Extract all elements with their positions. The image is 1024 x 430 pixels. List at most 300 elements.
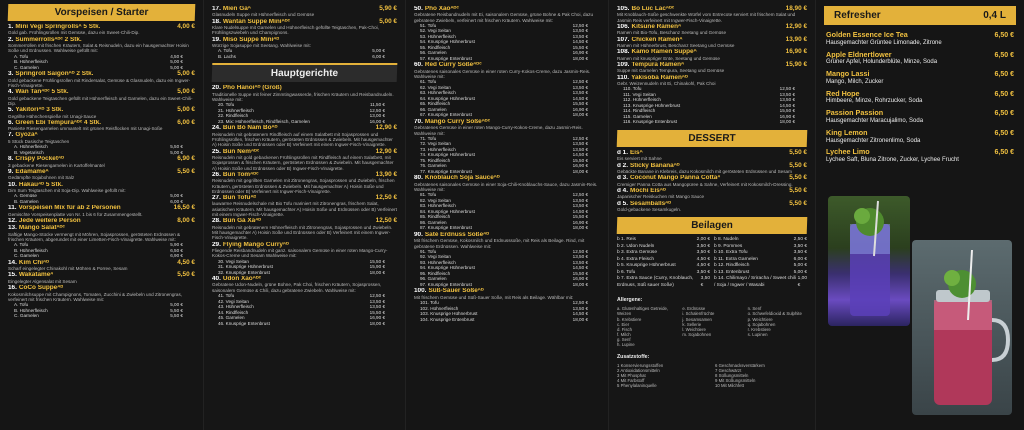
menu-item-name bbox=[212, 125, 278, 131]
menu-item-desc: Glasnudeln Suppe mit Hühnerfleisch und Gemüse bbox=[212, 12, 315, 18]
variant-name: 20. Tofu bbox=[218, 102, 235, 108]
menu-item-price: 16,50 € bbox=[173, 204, 195, 212]
menu-item-number: 107. bbox=[617, 36, 630, 43]
variant-price: 13,50 € bbox=[572, 197, 588, 203]
variant-name: 67. Knusprige Entenbrust bbox=[420, 112, 472, 118]
variant-name: B. Hühnerfleisch bbox=[14, 247, 48, 253]
variant-price: 13,50 € bbox=[572, 28, 588, 34]
menu-item-price: 5,50 € bbox=[177, 271, 195, 279]
variant-price: 16,90 € bbox=[572, 276, 588, 282]
variant-price: 16,90 € bbox=[572, 50, 588, 56]
variant-name: 91. Tofu bbox=[420, 248, 437, 254]
menu-item-name bbox=[414, 62, 482, 68]
variant-name: 22. Rindfleisch bbox=[218, 113, 249, 119]
variant-name: 95. Rindfleisch bbox=[420, 270, 451, 276]
menu-item-number: 19. bbox=[212, 36, 221, 43]
menu-item-number: 40. bbox=[212, 276, 221, 283]
menu-item bbox=[617, 201, 807, 213]
menu-item-name bbox=[8, 107, 63, 113]
variant-price: 5,00 € bbox=[170, 59, 183, 65]
variant-name: 97. Knusprige Entenbrust bbox=[420, 281, 472, 287]
variant-row bbox=[212, 270, 397, 276]
variant-name: 46. Knusprige Entenbrust bbox=[218, 320, 270, 326]
menu-item-desc: Gebäckte Banane in Klebreis, dazu Kokosmilch mit gerösteten Erdnüssen und Sesam bbox=[617, 169, 792, 174]
menu-item-desc: Cremiger Panna Cotta aus Mangopüree & Sahne, Verfeinert mit Kokosmilch-Dressing. bbox=[617, 181, 793, 187]
variant-price: 13,50 € bbox=[572, 203, 588, 209]
menu-item bbox=[617, 49, 807, 61]
variant-price: 13,50 € bbox=[572, 259, 588, 265]
drink-name: Mango Lassi bbox=[826, 70, 870, 79]
variant-price: 5,00 € bbox=[170, 64, 183, 70]
menu-item-number: 5. bbox=[8, 107, 14, 114]
side-price: 4,50 € bbox=[696, 256, 710, 262]
variant-price: 16,90 € bbox=[779, 113, 795, 119]
drink-row bbox=[826, 31, 1014, 40]
side-price: 5,00 € bbox=[793, 269, 807, 275]
drink-name: King Lemon bbox=[826, 128, 868, 137]
drink-price: 6,50 € bbox=[994, 51, 1014, 59]
variant-name: 57. Knusprige Entenbrust bbox=[420, 55, 472, 61]
side-name: b 3. Extra Gemüse bbox=[617, 250, 657, 256]
variant-price: 13,50 € bbox=[572, 33, 588, 39]
drink-row bbox=[826, 70, 1014, 79]
menu-item-number: 8. bbox=[8, 156, 14, 163]
variant-name: 101. Tofu bbox=[420, 300, 439, 306]
menu-item-desc: Gold gebackene Frühlingsrollen mit Rindersalat, Gemüse & Glasnudeln, dazu ein Ingwer-Fisch-Vinaigrette. bbox=[8, 77, 191, 88]
variant-name: 73. Hühnerfleisch bbox=[420, 146, 456, 152]
allergen-entry: f. Milch bbox=[617, 332, 631, 338]
column-starters bbox=[0, 0, 203, 430]
menu-item bbox=[414, 62, 600, 117]
menu-item bbox=[8, 132, 195, 155]
variant-name: 42. Vegi Seitan bbox=[218, 298, 249, 304]
allergen-entry: p. Weichtiere bbox=[747, 316, 773, 322]
variant-name: 104. Knusprige Entenbrust bbox=[420, 316, 475, 322]
menu-item-desc: Gebratenes saisonales Gemüse in einer roten Curry-Kokos-Creme, dazu Jasmin-Reis. Wahlweise mit: bbox=[414, 68, 591, 80]
menu-item bbox=[8, 225, 195, 258]
menu-item bbox=[8, 260, 195, 272]
menu-item bbox=[8, 169, 195, 181]
variant-price: 15,50 € bbox=[369, 309, 385, 315]
menu-item-title: Mango Salatᴬᴮᶜ bbox=[18, 225, 65, 232]
menu-item bbox=[212, 6, 397, 18]
drink-item bbox=[826, 90, 1014, 106]
variant-name: 113. Knusprige Hühnerbrust bbox=[623, 102, 681, 108]
drink-desc: Hausgemachter Maracujalimo, Soda bbox=[826, 118, 924, 124]
menu-item-price: 12,90 € bbox=[785, 22, 807, 30]
menu-item-number: 80. bbox=[414, 175, 423, 182]
menu-item-title: Pho Xaoᴬᴮᶜ bbox=[424, 6, 459, 12]
menu-item-number: 70. bbox=[414, 118, 423, 125]
variant-name: 82. Vegi Seitan bbox=[420, 197, 451, 203]
menu-item-title: Yakitoriᴬᴮ 3 Stk. bbox=[15, 107, 64, 114]
menu-item-title: Pho Hanoiᴬᴮ (Groß) bbox=[222, 85, 282, 92]
variant-name: 85. Rindfleisch bbox=[420, 214, 451, 220]
side-name: b 2. Udon Nudeln bbox=[617, 243, 655, 249]
menu-item-name bbox=[617, 175, 720, 181]
menu-item-number: 24. bbox=[212, 125, 221, 132]
menu-item-price: 15,90 € bbox=[785, 61, 807, 69]
variant-price: 12,50 € bbox=[572, 300, 588, 306]
additive-entry: 8 Süßungsmitteln bbox=[715, 373, 749, 379]
side-price: 6,00 € bbox=[793, 256, 807, 262]
column-ramen-dessert bbox=[608, 0, 815, 430]
variant-row bbox=[414, 112, 600, 118]
menu-item-desc: Reisnudeln mit gebratenem Hühnerfleisch mit Zitronengras, Sojasprossen und Zwiebeln. Mit hausgemachter A) Hoisin Soße und Erdnüssen oder B) Verfeinert mit einem Ingwer-Fisch-Vinaigrette. bbox=[212, 224, 393, 241]
drink-desc: Hausgemachter Zitronenlimo, Soda bbox=[826, 137, 921, 144]
variant-price: 13,50 € bbox=[779, 91, 795, 97]
blue-drink-icon bbox=[828, 196, 910, 326]
side-price: 3,50 € bbox=[696, 243, 710, 249]
menu-item bbox=[617, 175, 807, 187]
menu-item-desc: Gebratene Udon-Nudeln, grüne Bohne, Pak Choi, frischen Kräutern, Sojasprossen, saisonalem Gemüse & Chili, dazu gebratene Zwiebeln. Wahlweise mit: bbox=[212, 282, 382, 293]
variant-name: 44. Rindfleisch bbox=[218, 309, 249, 315]
menu-item-name bbox=[617, 49, 697, 55]
sides-left bbox=[617, 237, 710, 289]
drink-item bbox=[826, 109, 1014, 125]
menu-item-desc: Reisnudeln mit gegrillten Garnelen mit Zitronengras, Sojasprossen und Zwiebeln, frischen Kräutern, gerösteten Erdnüssen & Zwiebeln. Mit hausgemachter A) Hoisin Soße und Erdnüssen oder B) Verfeinert mit Ingwer-Fisch-Vinaigrette. bbox=[212, 178, 395, 194]
variant-name: 52. Vegi Seitan bbox=[420, 28, 451, 34]
drink-item bbox=[826, 51, 1014, 67]
variant-name: 93. Hühnerfleisch bbox=[420, 259, 456, 265]
allergen-cols bbox=[617, 306, 807, 347]
variant-price: 15,50 € bbox=[572, 270, 588, 276]
variant-name: 71. Tofu bbox=[420, 135, 437, 141]
variant-row bbox=[414, 225, 600, 231]
menu-item-row bbox=[8, 218, 195, 224]
dessert-list bbox=[617, 150, 807, 212]
variant-name: 81. Tofu bbox=[420, 192, 437, 198]
menu-item-name bbox=[414, 175, 500, 181]
variant-name: 111. Vegi Seitan bbox=[623, 91, 656, 97]
menu-item-price: 5,90 € bbox=[379, 5, 397, 12]
drink-desc: Hausgemachter Grüntee Limonade, Zitrone bbox=[826, 39, 942, 46]
menu-item-number: 6. bbox=[8, 119, 14, 126]
variant-name: 43. Hühnerfleisch bbox=[218, 304, 254, 309]
drink-name: Golden Essence Ice Tea bbox=[826, 31, 908, 39]
menu-item bbox=[212, 218, 397, 240]
menu-item-title: Vorspeisen Mix für ab 2 Personen bbox=[18, 205, 121, 212]
menu-item-title: Bun Tomᴬᴮᶜ bbox=[222, 171, 259, 178]
menu-item-desc: Ramen mit Bio-Tofu, Beschanz Seetang und Gemüse bbox=[617, 30, 727, 36]
menu-item-desc: Eingelegter Algensalat mit Sesam bbox=[8, 278, 77, 284]
drink-row bbox=[826, 51, 1014, 60]
menu-item-name bbox=[8, 285, 63, 291]
menu-item-title: Springroll Saigonᴬᴮ 2 Stk. bbox=[15, 71, 94, 78]
menu-item bbox=[8, 285, 195, 318]
menu-item-desc: Saftige Mango-Stücke vermengt mit Möhren, Sojasprossen, gerösteten Erdnüssen & frischen Kräutern, abgerundet mit einer Limetten-Fisch-Vinaigrette. Wahlweise mit: bbox=[8, 231, 181, 242]
drink-price: 6,50 € bbox=[994, 90, 1014, 98]
menu-item-price: 5,00 € bbox=[177, 70, 195, 78]
variant-name: C. Garnelen bbox=[14, 253, 39, 259]
menu-item-title: Kitsune Ramenᴬ bbox=[631, 23, 682, 30]
drink-row bbox=[826, 90, 1014, 99]
drink-photo-left bbox=[828, 196, 910, 326]
variant-price: 14,50 € bbox=[779, 102, 795, 108]
allergen-entry: l. Weichtiere bbox=[682, 326, 706, 332]
menu-item bbox=[617, 150, 807, 162]
menu-item-title: Chicken Ramenᴬ bbox=[631, 36, 683, 43]
menu-item-title: Sesamballsᴬᴮ bbox=[630, 200, 672, 207]
menu-item bbox=[212, 37, 397, 60]
additive-entry: 7 Geschwärzt bbox=[715, 367, 742, 373]
variant-name: 51. Tofu bbox=[420, 22, 437, 28]
side-name: b 13. Entenbrust bbox=[714, 269, 750, 275]
menu-item bbox=[212, 276, 397, 326]
variant-price: 15,50 € bbox=[572, 101, 588, 107]
variant-price: 5,50 € bbox=[170, 144, 183, 150]
menu-item-price: 5,00 € bbox=[177, 88, 195, 96]
menu-item bbox=[414, 175, 600, 230]
menu-item-title: CoCo Suppeᴬᴮ bbox=[18, 285, 64, 292]
variant-price: 16,90 € bbox=[369, 315, 385, 320]
drink-item bbox=[826, 129, 1014, 145]
variant-name: 83. Hühnerfleisch bbox=[420, 203, 456, 209]
variant-name: A. Gemüse bbox=[14, 193, 37, 199]
side-name: b 1. Reis bbox=[617, 237, 636, 243]
additive-col bbox=[617, 363, 709, 389]
variant-row bbox=[8, 65, 195, 71]
variant-price: 4,50 € bbox=[170, 53, 183, 59]
variant-row bbox=[8, 150, 195, 156]
menu-item-desc: Gold gebackene Teigtaschen gefüllt mit Hühnerfleisch und Garnelen, dazu ein Sweet-Chili-Dip. bbox=[8, 95, 193, 106]
menu-item bbox=[8, 182, 195, 205]
variant-price: 5,50 € bbox=[170, 307, 183, 313]
menu-item-title: Bun Tofuᴬᴮ bbox=[222, 195, 257, 202]
menu-item bbox=[8, 37, 195, 70]
side-name: b 8. Nudeln bbox=[714, 237, 739, 243]
variant-price: 15,50 € bbox=[779, 108, 795, 114]
menu-item-number: d 2. bbox=[617, 162, 629, 169]
menu-item-price: 13,90 € bbox=[785, 35, 807, 43]
variant-price: 18,00 € bbox=[369, 320, 385, 326]
menu-item-number: 110. bbox=[617, 74, 630, 81]
menu-item-number: 105. bbox=[617, 6, 630, 12]
drink-name: Red Hope bbox=[826, 89, 860, 98]
variant-name: 75. Rindfleisch bbox=[420, 157, 451, 163]
column-drinks bbox=[815, 0, 1024, 430]
variant-row bbox=[8, 313, 195, 319]
menu-item-number: 10. bbox=[8, 181, 17, 188]
menu-item-title: Knoblauch Soja Sauceᴬᴮ bbox=[424, 175, 500, 182]
variant-row bbox=[414, 56, 600, 62]
variant-name: 114. Rindfleisch bbox=[623, 108, 656, 114]
menu-item-number: 15. bbox=[8, 272, 17, 279]
variant-name: 30. Vegi Seitan bbox=[218, 258, 249, 264]
menu-item-title: Miso Suppe Miniᴬᴮ bbox=[222, 36, 280, 43]
allergen-col bbox=[748, 306, 807, 347]
menu-item-title: Mochi Eisᴬᴮ bbox=[630, 187, 666, 194]
menu-item-title: Mango Curry Soßeᴬᴮᶜ bbox=[424, 118, 491, 125]
menu-item-name bbox=[8, 71, 93, 77]
allergen-entry: h. Lupine bbox=[617, 342, 635, 348]
drink-row bbox=[826, 109, 1014, 118]
menu-item-title: Yakisoba Ramenᴬᴮ bbox=[631, 74, 688, 81]
side-row bbox=[714, 276, 807, 289]
drink-row bbox=[826, 129, 1014, 138]
menu-item-desc: Ramen mit Hühnerbrust, Beschanz Seetang und Gemüse bbox=[617, 43, 735, 49]
drink-price: 6,50 € bbox=[994, 110, 1014, 118]
side-price: 2,50 € bbox=[793, 237, 807, 243]
variant-name: B. Vegetarisch bbox=[14, 149, 44, 155]
variant-name: 66. Garnelen bbox=[420, 106, 447, 112]
variant-name: 74. Knusprige Hühnerbrust bbox=[420, 152, 475, 158]
variant-name: 64. Knusprige Hühnerbrust bbox=[420, 95, 475, 101]
menu-item-desc: Gebratenes Gemüse in einer roten Mango-Curry-Kokos-Creme, dazu Jasmin-Reis. Wahlweise mit: bbox=[414, 125, 583, 136]
variant-name: 32. Knusprige Entenbrust bbox=[218, 269, 270, 275]
variant-price: 14,50 € bbox=[572, 311, 588, 317]
variant-row bbox=[8, 253, 195, 259]
additives-cols bbox=[617, 363, 807, 389]
variant-name: 84. Knusprige Hühnerbrust bbox=[420, 208, 475, 214]
menu-item-title: Udon Xaoᴬᴮᶜ bbox=[222, 276, 262, 283]
menu-item bbox=[414, 288, 600, 322]
menu-item-number: d 4. bbox=[617, 187, 629, 194]
allergen-entry: g. Senf bbox=[617, 337, 631, 343]
variant-name: 54. Knusprige Hühnerbrust bbox=[420, 39, 475, 45]
menu-item bbox=[414, 119, 600, 174]
variant-price: 13,50 € bbox=[779, 97, 795, 103]
menu-item-number: 28. bbox=[212, 218, 221, 225]
variant-price: 18,00 € bbox=[779, 119, 795, 125]
menu-item bbox=[212, 125, 397, 147]
variant-price: 15,50 € bbox=[572, 157, 588, 163]
menu-item-price: 5,00 € bbox=[379, 17, 397, 25]
menu-item-desc: Suppe mit Garnelen Tempura, Seetang und Gemüse bbox=[617, 68, 725, 74]
menu-item bbox=[8, 205, 195, 217]
menu-item bbox=[8, 218, 195, 224]
menu-item-number: 17. bbox=[212, 6, 221, 12]
additive-entry: 9 Mit Süßungsmitteln bbox=[715, 378, 756, 384]
variant-price: 6,90 € bbox=[170, 253, 183, 259]
drink-photo-right bbox=[912, 240, 1012, 415]
menu-item-name bbox=[8, 182, 63, 188]
menu-item bbox=[8, 107, 195, 119]
menu-item-number: 26. bbox=[212, 171, 221, 178]
menu-item bbox=[8, 156, 195, 168]
variant-price: 13,00 € bbox=[369, 113, 385, 119]
variant-name: 112. Hühnerfleisch bbox=[623, 97, 661, 103]
allergen-entry: s. Lupinen bbox=[747, 332, 768, 338]
menu-item-desc: Eis serviert mit Sahne bbox=[617, 156, 662, 162]
variant-price: 13,50 € bbox=[572, 90, 588, 96]
variant-row bbox=[414, 317, 600, 323]
side-name: b 4. Extra Fleisch bbox=[617, 256, 655, 262]
variant-row bbox=[414, 282, 600, 288]
additive-entry: 6 Geschmacksverstärkern bbox=[715, 362, 765, 368]
variant-name: 53. Hühnerfleisch bbox=[420, 33, 456, 39]
menu-item-number: 9. bbox=[8, 168, 14, 175]
menu-item-title: Bún Gà Xãᴬᴮ bbox=[222, 218, 262, 225]
variant-name: 65. Rindfleisch bbox=[420, 101, 451, 107]
menu-item-title: Flying Mango Curryᴬᴮ bbox=[222, 241, 289, 248]
menu-item-title: Edamameᴬ bbox=[15, 168, 49, 175]
variant-name: B. Lachs bbox=[218, 53, 236, 59]
allergen-entry: k. Sellerie bbox=[682, 321, 702, 327]
variant-name: 23. Mix: Hühnerfleisch, Rindfleisch, Garnelen bbox=[218, 118, 310, 124]
variant-name: B. Hühnerfleisch bbox=[14, 307, 48, 313]
side-price: 3,50 € bbox=[793, 250, 807, 256]
variant-name: 76. Garnelen bbox=[420, 163, 447, 169]
menu-item-price: 12,90 € bbox=[375, 124, 397, 132]
drink-price: 6,50 € bbox=[994, 149, 1014, 157]
menu-item-desc: lauwarme Reisnudelschale mit Bio Tofu mariniert mit Zitronengras, frischem Salat, asiatischen Kräutern. Mit hausgemachter A) Hoisin Soße und Erdnüssen oder B) Verfeinert mit einem Ingwer-Fisch-Vinaigrette. bbox=[212, 201, 397, 218]
variant-name: A. Tofu bbox=[14, 302, 29, 308]
menu-item bbox=[617, 6, 807, 23]
variant-price: 16,90 € bbox=[572, 106, 588, 112]
variant-name: 86. Garnelen bbox=[420, 219, 447, 225]
menu-item-price: 12,50 € bbox=[375, 194, 397, 202]
variant-name: 96. Garnelen bbox=[420, 276, 447, 282]
menu-item-number: 18. bbox=[212, 18, 221, 25]
side-price: 5,00 € bbox=[793, 263, 807, 269]
menu-item bbox=[212, 242, 397, 275]
variant-name: 31. Knusprige Hühnerbrust bbox=[218, 264, 273, 270]
menu-item-desc: Mit frischem Gemüse, Kokosmilch und Erdnusssoße, mit Reis als Beilage. Rind, mit gebratene Erdnüssen. Wahlweise mit: bbox=[414, 238, 585, 249]
menu-item-desc: Panierte Riesengarnelen ummantelt mit grünen Reisflocken mit Unagi-Soße bbox=[8, 126, 163, 132]
variant-price: 14,50 € bbox=[572, 95, 588, 101]
ramen-list bbox=[617, 6, 807, 125]
variant-price: 5,50 € bbox=[170, 313, 183, 319]
menu-item-price: 6,90 € bbox=[177, 155, 195, 163]
menu-item-number: 3. bbox=[8, 71, 14, 78]
side-price: 3,50 € bbox=[696, 250, 710, 256]
allergen-entry: i. Schalenfrüchte bbox=[682, 311, 715, 317]
menu-item-desc: 3 gebackene Riesengarnelen in Kartoffelmantel bbox=[8, 162, 105, 168]
variant-name: 87. Knusprige Entenbrust bbox=[420, 225, 472, 231]
menu-item-title: Crispy Pocketᴬᴮ bbox=[15, 156, 64, 163]
allergen-col bbox=[617, 306, 676, 347]
menu-item-price: 13,90 € bbox=[375, 170, 397, 178]
drink-name: Passion Passion bbox=[826, 109, 884, 118]
side-name: b 14. Chilimayo / Sriracha / Sweet chili / Soja / Ingwer / Wasabi bbox=[714, 276, 796, 288]
menu-item-number: 106. bbox=[617, 23, 630, 30]
variant-price: 14,50 € bbox=[572, 152, 588, 158]
drink-item bbox=[826, 70, 1014, 86]
menu-item-desc: Japanischer Reiskuchen mit Mango Sauce bbox=[617, 194, 705, 200]
variant-price: 13,50 € bbox=[572, 146, 588, 152]
variant-price: 5,00 € bbox=[372, 48, 385, 54]
menu-item-desc: Gebratenes saisonales Gemüse in einer Soja-Chili-Knoblauchs-Sauce, dazu Jasmin-Reis. Wahlweise mit: bbox=[414, 181, 598, 193]
menu-item-title: Tempura Ramenᴬ bbox=[631, 62, 685, 69]
variant-name: A. Hühnerfleisch bbox=[14, 144, 48, 150]
variant-price: 18,00 € bbox=[572, 225, 588, 231]
menu-item-number: 109. bbox=[617, 62, 630, 69]
menu-item-price: 4,00 € bbox=[177, 23, 195, 30]
menu-item-desc: Gold-gebackene Sesamkugeln. bbox=[617, 207, 682, 213]
variant-price: 18,00 € bbox=[572, 55, 588, 61]
variant-price: 14,50 € bbox=[572, 208, 588, 214]
menu-item-number: 29. bbox=[212, 241, 221, 248]
variant-name: A. Tofu bbox=[218, 48, 233, 54]
menu-item-name bbox=[414, 288, 484, 294]
menu-item-desc: Gemischte Vorspeisenplatte von Nr. 1 bis 6 für Zusammengestellt. bbox=[8, 211, 143, 217]
variant-price: 13,50 € bbox=[572, 305, 588, 311]
side-price: 3,50 € bbox=[700, 276, 710, 288]
menu-item-title: Summerrollsᴬᴮᶜ 2 Stk. bbox=[15, 36, 82, 43]
variant-price: 13,50 € bbox=[369, 298, 385, 304]
menu-item-desc: Kokosmilchsuppe mit Champignons, Tomaten, Zucchini & Zwiebeln und Zitronengras, verfeinert mit frischen Kräutern. Wahlweise mit: bbox=[8, 291, 183, 302]
refresher-title: Refresher bbox=[834, 10, 881, 21]
variant-price: 5,00 € bbox=[170, 302, 183, 308]
menu-item bbox=[8, 89, 195, 106]
menu-item-number: 4. bbox=[8, 89, 14, 96]
menu-item-name bbox=[8, 205, 121, 211]
section-header-dessert: DESSERT bbox=[617, 130, 808, 147]
variant-price: 12,50 € bbox=[572, 192, 588, 198]
menu-item-price: 5,50 € bbox=[789, 174, 807, 182]
drink-name: Lychee Limo bbox=[826, 148, 870, 157]
